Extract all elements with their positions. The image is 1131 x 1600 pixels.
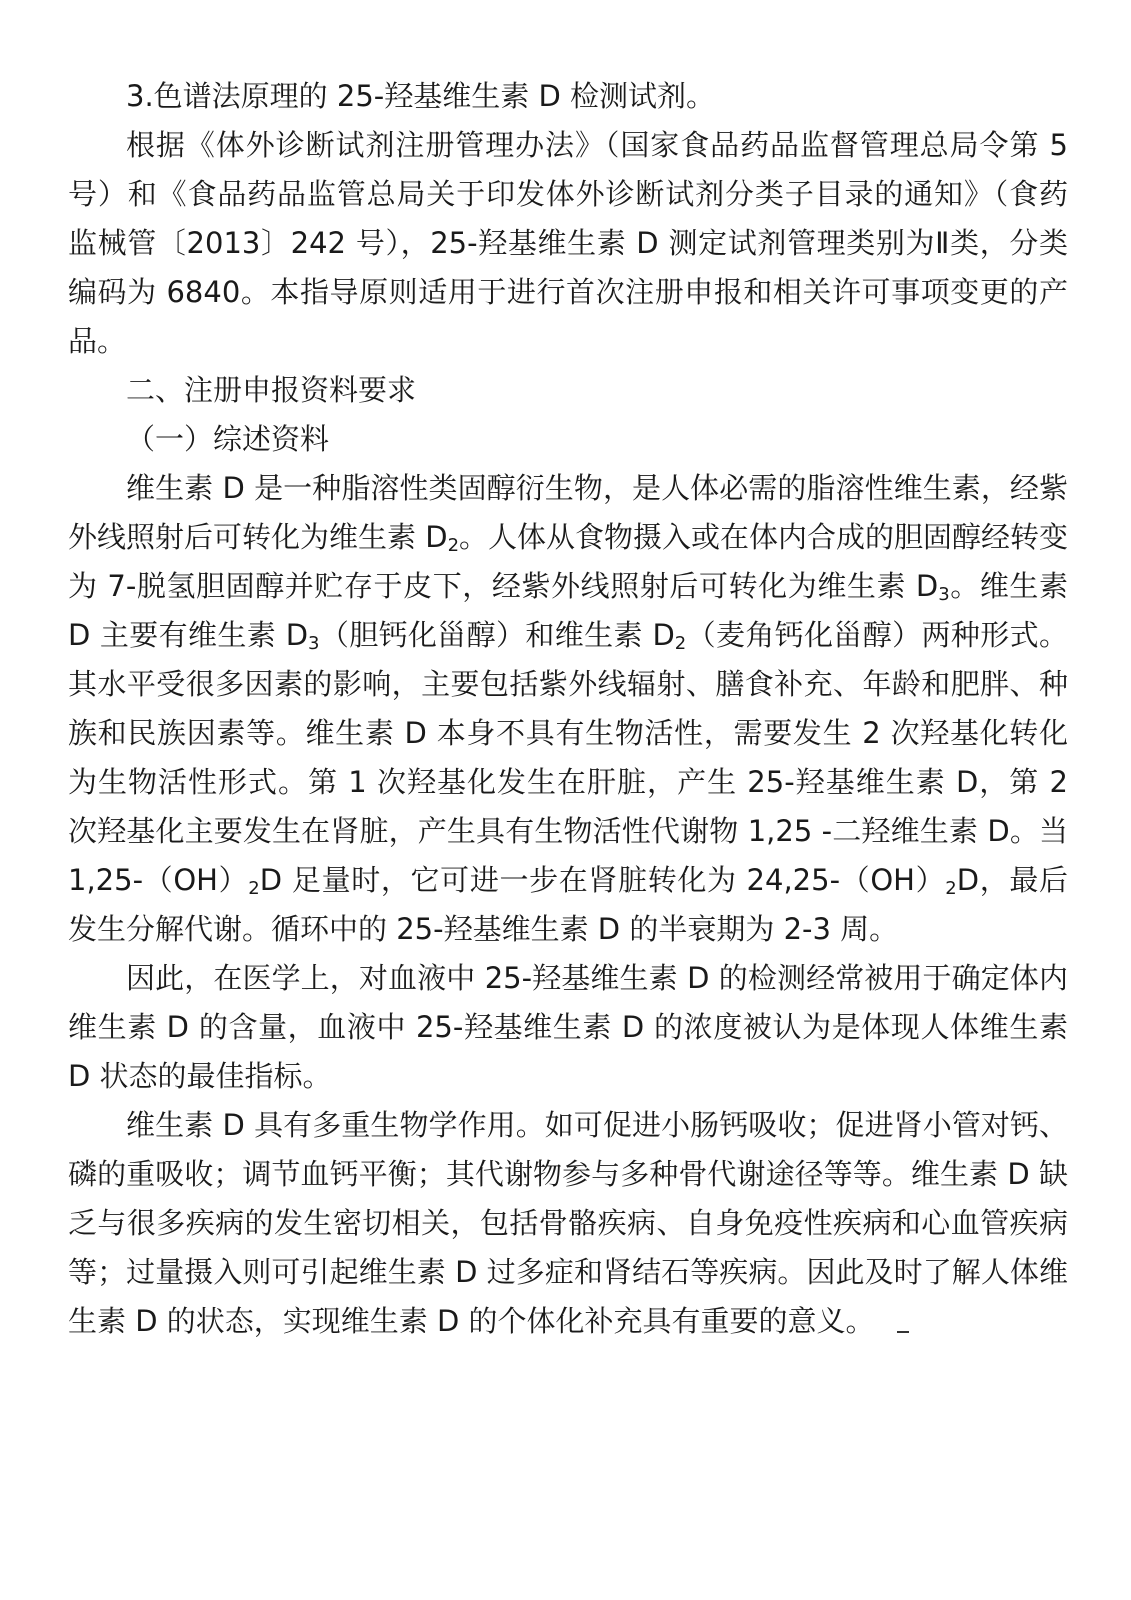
overview-text-2: 。人体从食物摄入或在体内合成的胆固醇经转变为 7-脱氢胆固醇并贮存于皮下，经紫外线照射后可转化为维生素 D	[68, 520, 1069, 603]
subscript-2: 2	[945, 877, 957, 899]
subsection-1-heading: （一）综述资料	[126, 422, 330, 456]
document-page	[68, 72, 1068, 1346]
subscript-3: 3	[938, 583, 950, 605]
overview-paragraph	[68, 464, 1068, 954]
text-cursor-mark	[897, 1331, 909, 1333]
overview-text-4: （胆钙化甾醇）和维生素 D	[319, 618, 675, 652]
subscript-2: 2	[674, 632, 687, 654]
overview-text-3: 。维生素 D 主要有维生素 D	[68, 569, 1068, 652]
overview-text-1: 维生素 D 是一种脂溶性类固醇衍生物，是人体必需的脂溶性维生素，经紫外线照射后可转化为维生素 D	[68, 471, 1068, 554]
function-text: 维生素 D 具有多重生物学作用。如可促进小肠钙吸收；促进肾小管对钙、磷的重吸收；调节血钙平衡；其代谢物参与多种骨代谢途径等等。维生素 D 缺乏与很多疾病的发生密切相关，包括骨骼疾病、自身免疫性疾病和心血管疾病等；过量摄入则可引起维生素 D 过多症和肾结石等疾病。因此及时了解人体维生素 D 的状态，实现维生素 D 的个体化补充具有重要的意义。	[68, 1108, 1068, 1338]
overview-text-6: D 足量时，它可进一步在肾脏转化为 24,25-（OH）	[259, 863, 946, 897]
subscript-2: 2	[248, 877, 260, 899]
overview-text-7: D，最后发生分解代谢。循环中的 25-羟基维生素 D 的半衰期为 2-3 周。	[68, 863, 1069, 946]
function-paragraph	[68, 1101, 1068, 1346]
overview-text-5: （麦角钙化甾醇）两种形式。其水平受很多因素的影响，主要包括紫外线辐射、膳食补充、年龄和肥胖、种族和民族因素等。维生素 D 本身不具有生物活性，需要发生 2 次羟基化转化为生物活性形式。第 1 次羟基化发生在肝脏，产生 25-羟基维生素 D，第 2 次羟基化主要发生在肾脏，产生具有生物活性代谢物 1,25 -二羟维生素 D。当 1,25-（OH）	[68, 618, 1068, 897]
item-3-paragraph: 3.色谱法原理的 25-羟基维生素 D 检测试剂。	[126, 79, 716, 113]
significance-paragraph: 因此，在医学上，对血液中 25-羟基维生素 D 的检测经常被用于确定体内维生素 D 的含量，血液中 25-羟基维生素 D 的浓度被认为是体现人体维生素 D 状态的最佳指标。	[68, 961, 1068, 1093]
section-2-heading: 二、注册申报资料要求	[126, 373, 417, 407]
subscript-2: 2	[447, 534, 459, 556]
subscript-3: 3	[308, 632, 320, 654]
regulation-paragraph: 根据《体外诊断试剂注册管理办法》（国家食品药品监督管理总局令第 5 号）和《食品药品监管总局关于印发体外诊断试剂分类子目录的通知》（食药监械管〔2013〕242 号），25-羟基维生素 D 测定试剂管理类别为Ⅱ类，分类编码为 6840。本指导原则适用于进行首次注册申报和相关许可事项变更的产品。	[68, 128, 1068, 358]
